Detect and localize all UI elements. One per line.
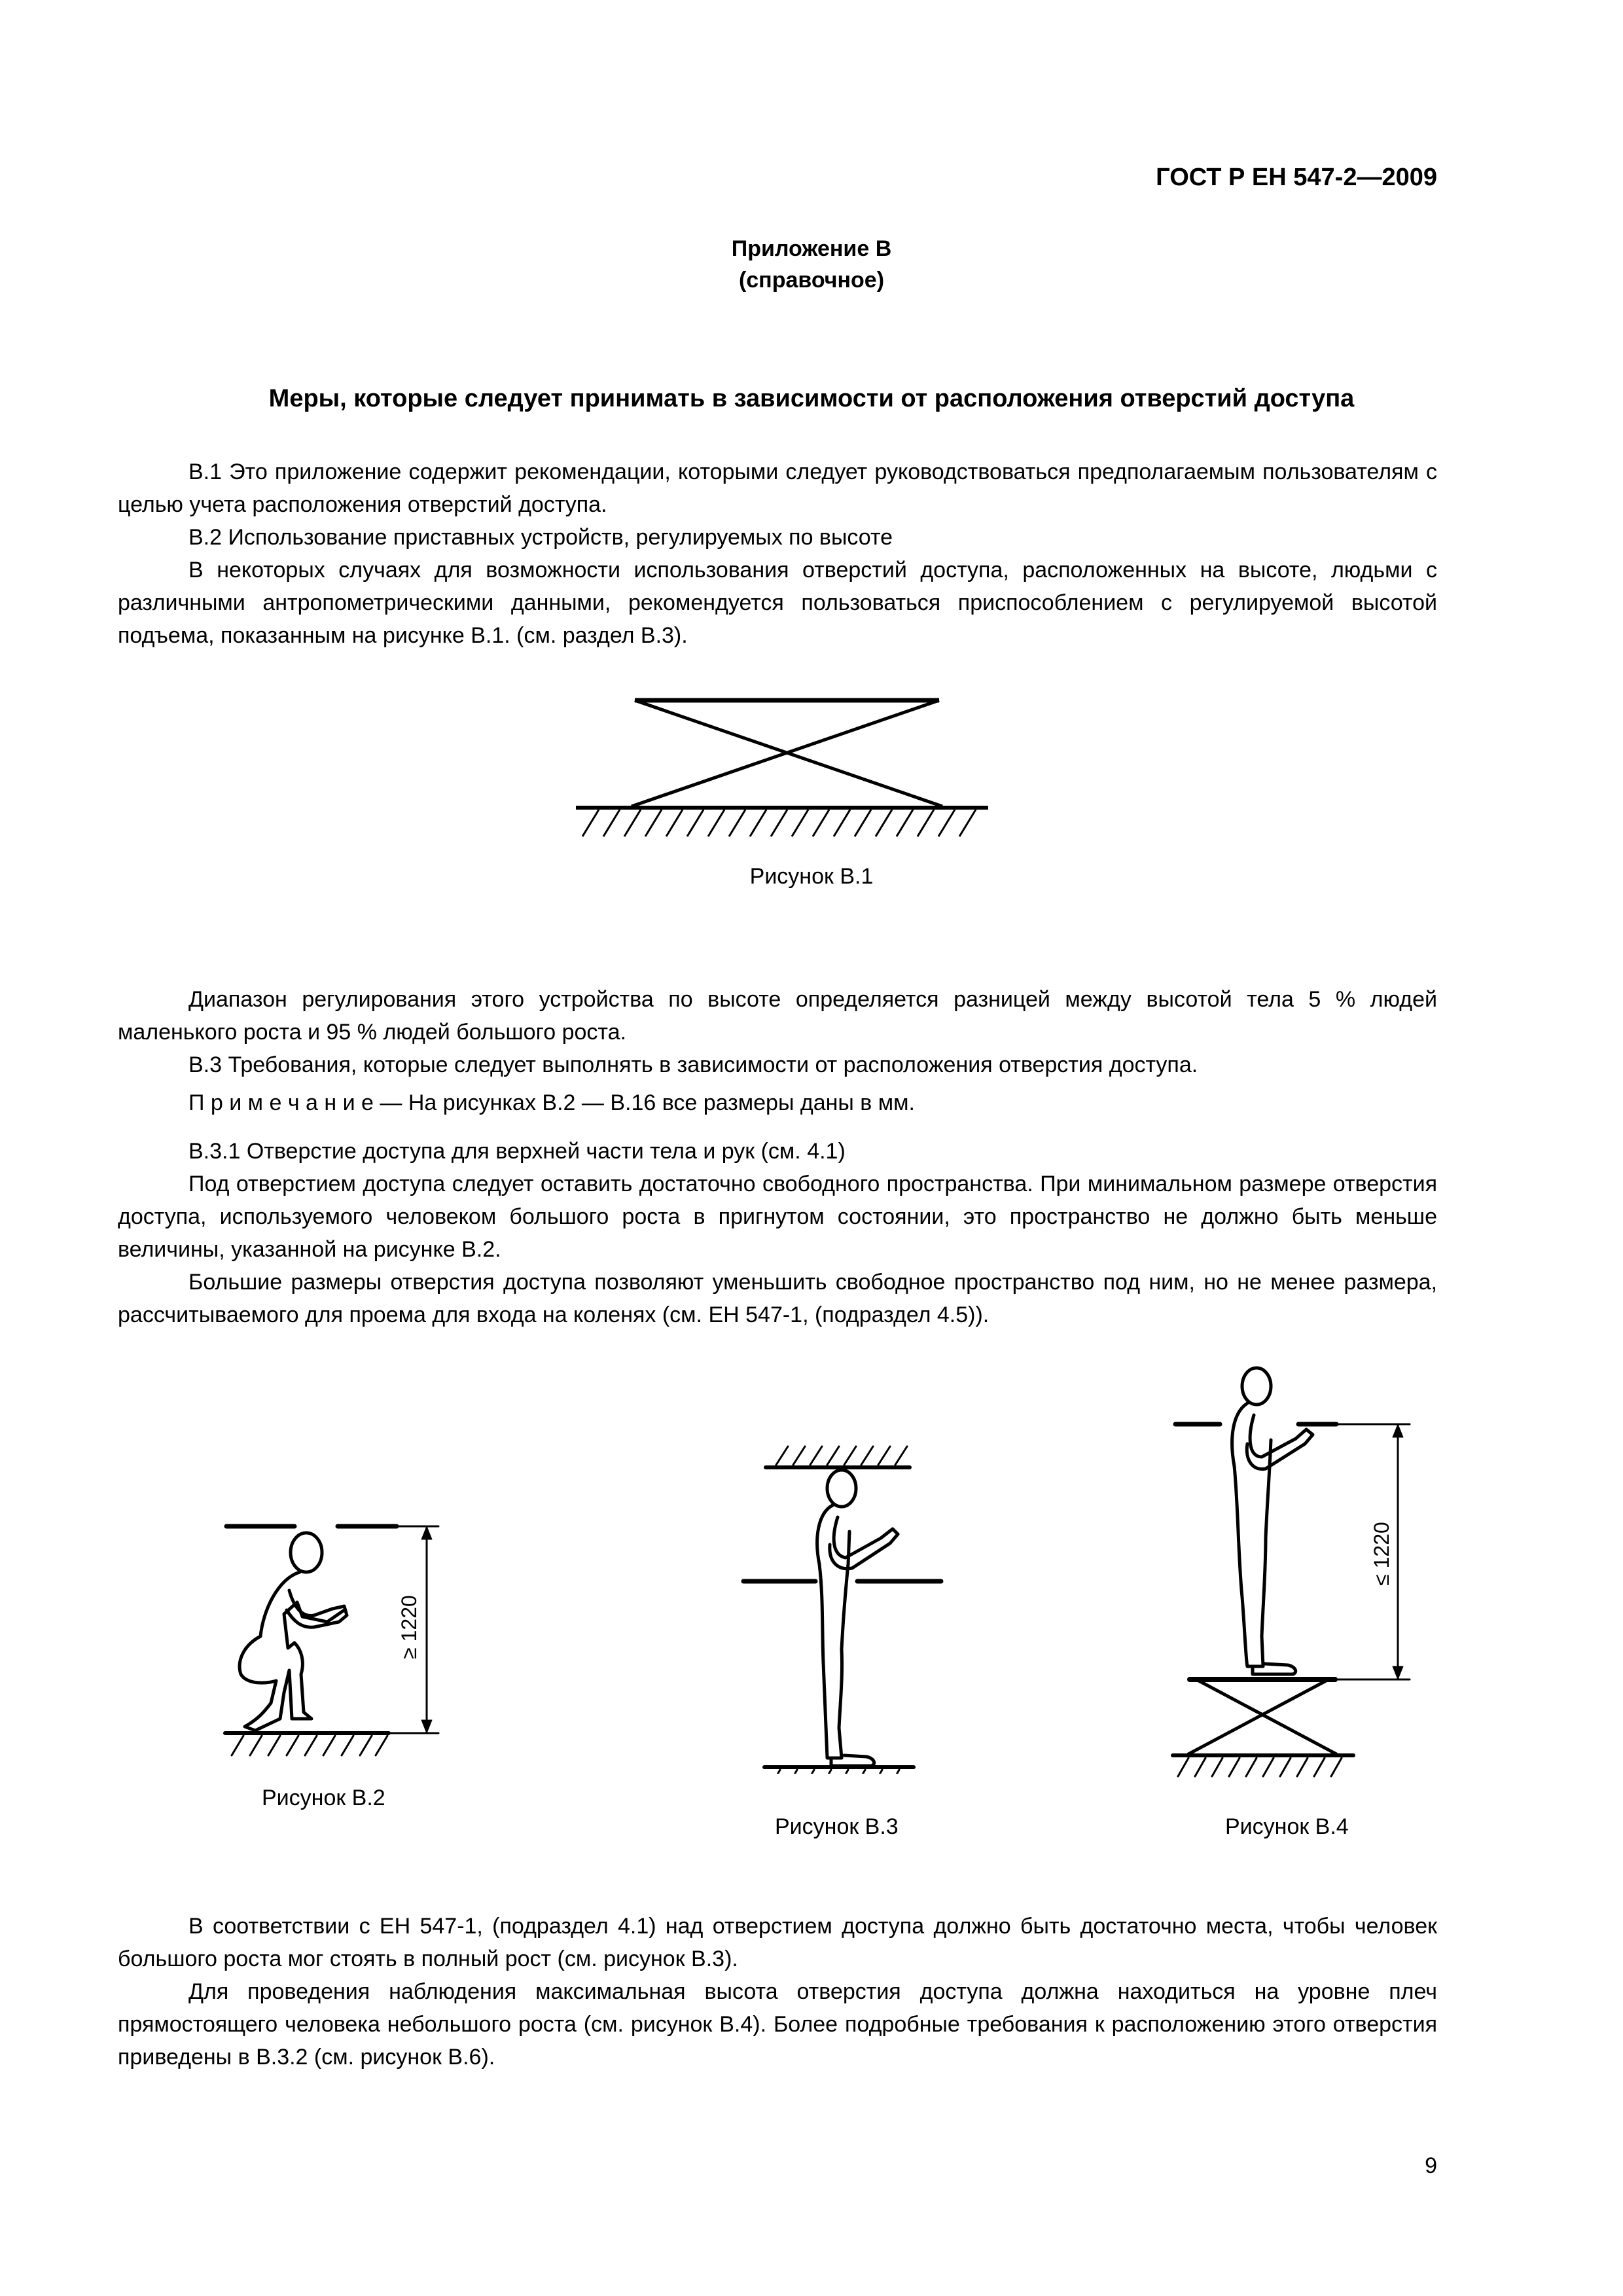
paragraph-b31-larger: Большие размеры отверстия доступа позволяют уменьшить свободное пространство под ним, но не менее размера, рассчитываемого для проема для входа на коленях (см. ЕН 547-1, (подраздел 4.5)). bbox=[118, 1270, 1437, 1327]
note-text: П р и м е ч а н и е — На рисунках В.2 — В.16 все размеры даны в мм. bbox=[188, 1090, 915, 1115]
figure-b4-caption: Рисунок В.4 bbox=[1225, 1814, 1349, 1839]
paragraph-observation: Для проведения наблюдения максимальная высота отверстия доступа должна находиться на уровне плеч прямостоящего человека небольшого роста (см. рисунок В.4). Более подробные требования к расположению этого отверстия приведены в В.3.2 (см. рисунок В.6). bbox=[118, 1979, 1437, 2070]
paragraph-b2-heading: В.2 Использование приставных устройств, регулируемых по высоте bbox=[188, 525, 893, 550]
paragraph-b2-body: В некоторых случаях для возможности использования отверстий доступа, расположенных на высоте, людьми с различными антропометрическими данными, рекомендуется пользоваться приспособлением с регулируемой высотой подъема, показанным на рисунке В.1. (см. раздел В.3). bbox=[118, 558, 1437, 648]
figure-b1-scissor-lift bbox=[563, 687, 995, 844]
page-number: 9 bbox=[1425, 2153, 1437, 2178]
note bbox=[118, 1086, 1437, 1119]
floor-hatching bbox=[770, 1770, 899, 1774]
dimension-arrow-bottom bbox=[421, 1720, 432, 1733]
dimension-arrow-top bbox=[421, 1526, 432, 1539]
appendix-title: Приложение В bbox=[731, 236, 892, 261]
text-block-2 bbox=[118, 983, 1437, 1081]
text-block-3 bbox=[118, 1135, 1437, 1331]
figure-b1-caption: Рисунок В.1 bbox=[749, 864, 874, 889]
document-code: ГОСТ Р ЕН 547-2—2009 bbox=[1156, 164, 1437, 191]
dimension-arrow-bottom bbox=[1393, 1666, 1403, 1679]
paragraph-b1: В.1 Это приложение содержит рекомендации, которыми следует руководствоваться предполагаемым пользователям с целью учета расположения отверстий доступа. bbox=[118, 459, 1437, 517]
text-block-4 bbox=[118, 1910, 1437, 2073]
figure-b2-crouching-person bbox=[216, 1499, 465, 1761]
person-head bbox=[1242, 1368, 1271, 1405]
paragraph-b31-heading: В.3.1 Отверстие доступа для верхней части тела и рук (см. 4.1) bbox=[188, 1139, 846, 1164]
dimension-label: ≥ 1220 bbox=[397, 1595, 421, 1659]
figure-b2-caption: Рисунок В.2 bbox=[262, 1785, 385, 1810]
paragraph-b31-body: Под отверстием доступа следует оставить достаточно свободного пространства. При минимальном размере отверстия доступа, используемого человеком большого роста в пригнутом состоянии, это пространство не должно быть меньше величины, указанной на рисунке В.2. bbox=[118, 1172, 1437, 1262]
person-arm bbox=[287, 1590, 347, 1627]
floor-hatching bbox=[1178, 1758, 1342, 1776]
figure-b3-caption: Рисунок В.3 bbox=[775, 1814, 899, 1839]
dimension-label: ≤ 1220 bbox=[1370, 1522, 1393, 1586]
appendix-kind: (справочное) bbox=[738, 268, 885, 293]
lift-scissor-arm bbox=[1196, 1679, 1336, 1754]
figure-b4-person-on-lift bbox=[1165, 1361, 1427, 1780]
floor-hatching bbox=[582, 810, 976, 836]
person-head bbox=[291, 1533, 322, 1572]
appendix-heading bbox=[0, 233, 1623, 296]
paragraph-range: Диапазон регулирования этого устройства по высоте определяется разницей между высотой тела 5 % людей маленького роста и 95 % людей большого роста. bbox=[118, 987, 1437, 1045]
dimension-arrow-top bbox=[1393, 1424, 1403, 1437]
person-head bbox=[827, 1470, 856, 1507]
floor-hatching bbox=[232, 1736, 387, 1755]
lift-scissor-arm bbox=[1188, 1679, 1329, 1754]
ceiling-hatching bbox=[776, 1446, 907, 1465]
paragraph-standing-space: В соответствии с ЕН 547-1, (подраздел 4.1) над отверстием доступа должно быть достаточно места, чтобы человек большого роста мог стоять в полный рост (см. рисунок В.3). bbox=[118, 1914, 1437, 1971]
paragraph-b3-heading: В.3 Требования, которые следует выполнять в зависимости от расположения отверстия доступа. bbox=[188, 1052, 1198, 1077]
text-block-1 bbox=[118, 456, 1437, 652]
person-arm bbox=[830, 1517, 898, 1569]
section-title: Меры, которые следует принимать в зависимости от расположения отверстий доступа bbox=[268, 385, 1355, 412]
figure-b3-standing-person bbox=[733, 1440, 969, 1774]
